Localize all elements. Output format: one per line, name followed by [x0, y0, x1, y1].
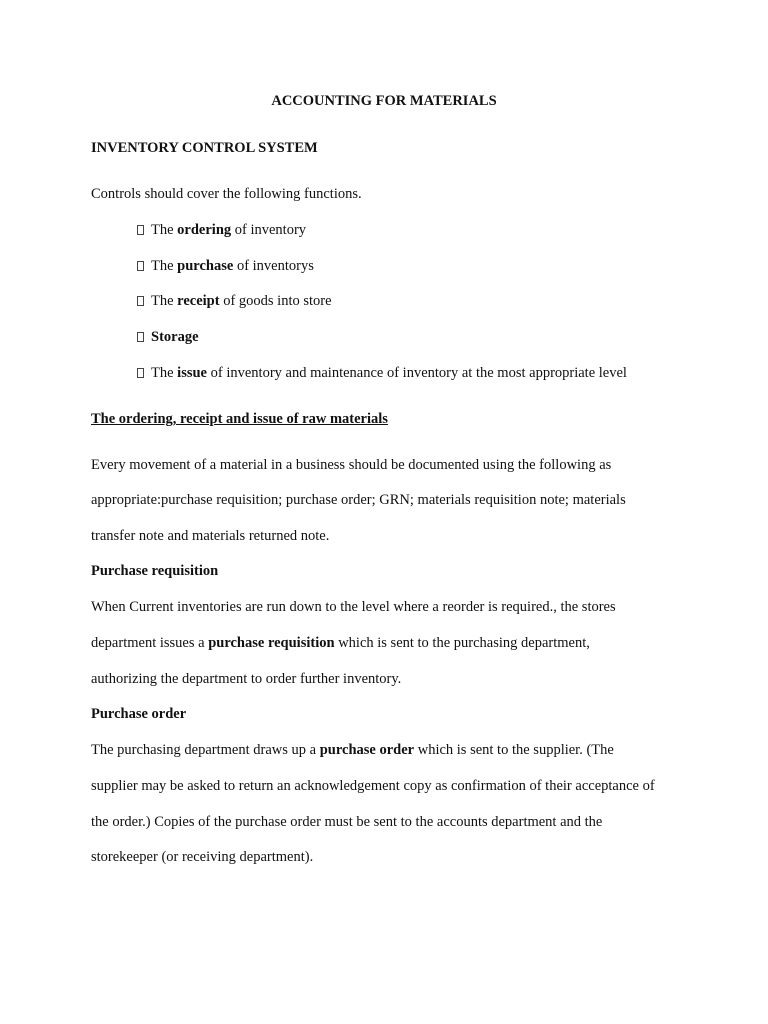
- paragraph-line: transfer note and materials returned note.: [91, 528, 330, 544]
- text-run: department issues a: [91, 635, 209, 651]
- bullet-bold: purchase: [177, 258, 234, 274]
- paragraph-line: authorizing the department to order further inventory.: [91, 671, 402, 687]
- bullet-box-icon: [137, 225, 144, 235]
- paragraph-line: the order.) Copies of the purchase order must be sent to the accounts department and the: [91, 814, 603, 830]
- bullet-item-issue: [137, 364, 627, 382]
- text-run: which is sent to the purchasing department,: [334, 635, 590, 651]
- document-title: ACCOUNTING FOR MATERIALS: [271, 93, 497, 109]
- bullet-box-icon: [137, 261, 144, 271]
- bullet-bold: receipt: [177, 293, 220, 309]
- bullet-box-icon: [137, 332, 144, 342]
- paragraph-line: storekeeper (or receiving department).: [91, 849, 314, 865]
- bullet-pre: The: [151, 258, 178, 274]
- text-run: which is sent to the supplier. (The: [414, 742, 614, 758]
- bullet-pre: The: [151, 293, 178, 309]
- section-heading-ordering-receipt-issue: The ordering, receipt and issue of raw materials: [91, 411, 388, 427]
- bullet-item-receipt: [137, 292, 332, 310]
- paragraph-line: [91, 634, 590, 652]
- bullet-bold: Storage: [151, 329, 199, 345]
- section-heading-inventory-control: INVENTORY CONTROL SYSTEM: [91, 140, 318, 156]
- bullet-post: of inventory and maintenance of inventory at the most appropriate level: [207, 365, 627, 381]
- bullet-post: of inventorys: [233, 258, 314, 274]
- bullet-pre: The: [151, 365, 178, 381]
- bullet-bold: issue: [177, 365, 207, 381]
- bullet-post: of goods into store: [219, 293, 332, 309]
- text-run: The purchasing department draws up a: [91, 742, 320, 758]
- bullet-pre: The: [151, 222, 178, 238]
- paragraph-line: Every movement of a material in a business should be documented using the following as: [91, 457, 612, 473]
- bold-term-purchase-order: purchase order: [319, 742, 415, 758]
- bullet-post: of inventory: [231, 222, 307, 238]
- paragraph-line: supplier may be asked to return an acknowledgement copy as confirmation of their acceptance of: [91, 778, 655, 794]
- bullet-item-ordering: [137, 221, 306, 239]
- subheading-purchase-requisition: Purchase requisition: [91, 563, 219, 579]
- paragraph-line: appropriate:purchase requisition; purchase order; GRN; materials requisition note; materials: [91, 492, 626, 508]
- bullet-box-icon: [137, 296, 144, 306]
- bold-term-purchase-requisition: purchase requisition: [208, 635, 335, 651]
- paragraph-line: [91, 741, 614, 759]
- controls-intro: Controls should cover the following functions.: [91, 186, 362, 202]
- bullet-item-storage: [137, 328, 199, 346]
- subheading-purchase-order: Purchase order: [91, 706, 187, 722]
- paragraph-line: When Current inventories are run down to the level where a reorder is required., the stores: [91, 599, 616, 615]
- bullet-box-icon: [137, 368, 144, 378]
- bullet-item-purchase: [137, 257, 314, 275]
- bullet-bold: ordering: [177, 222, 232, 238]
